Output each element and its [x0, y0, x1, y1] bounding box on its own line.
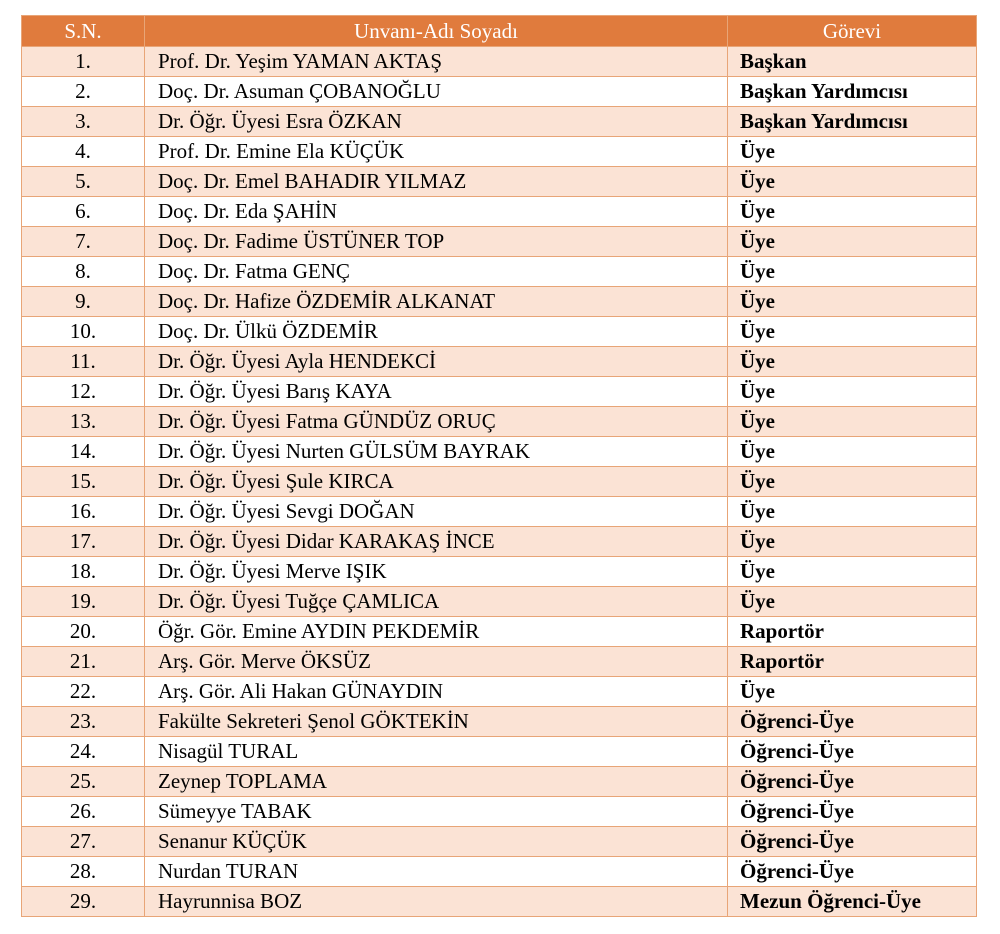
member-role: Öğrenci-Üye — [728, 857, 977, 887]
member-role: Öğrenci-Üye — [728, 767, 977, 797]
member-role: Üye — [728, 557, 977, 587]
table-row — [22, 317, 977, 347]
row-number: 22. — [22, 677, 145, 707]
row-number: 4. — [22, 137, 145, 167]
member-role: Raportör — [728, 617, 977, 647]
member-role: Üye — [728, 677, 977, 707]
member-role: Üye — [728, 137, 977, 167]
member-name: Doç. Dr. Asuman ÇOBANOĞLU — [145, 77, 728, 107]
table-row — [22, 377, 977, 407]
member-name: Dr. Öğr. Üyesi Sevgi DOĞAN — [145, 497, 728, 527]
row-number: 3. — [22, 107, 145, 137]
row-number: 28. — [22, 857, 145, 887]
member-role: Öğrenci-Üye — [728, 737, 977, 767]
member-name: Dr. Öğr. Üyesi Didar KARAKAŞ İNCE — [145, 527, 728, 557]
row-number: 26. — [22, 797, 145, 827]
table-row — [22, 587, 977, 617]
table-row — [22, 677, 977, 707]
member-role: Başkan — [728, 47, 977, 77]
member-name: Fakülte Sekreteri Şenol GÖKTEKİN — [145, 707, 728, 737]
row-number: 23. — [22, 707, 145, 737]
member-name: Dr. Öğr. Üyesi Ayla HENDEKCİ — [145, 347, 728, 377]
header-sn: S.N. — [22, 16, 145, 47]
row-number: 17. — [22, 527, 145, 557]
table-row — [22, 287, 977, 317]
table-row — [22, 77, 977, 107]
table-row — [22, 467, 977, 497]
member-role: Öğrenci-Üye — [728, 827, 977, 857]
row-number: 6. — [22, 197, 145, 227]
member-name: Doç. Dr. Hafize ÖZDEMİR ALKANAT — [145, 287, 728, 317]
member-role: Üye — [728, 317, 977, 347]
member-role: Üye — [728, 257, 977, 287]
table-row — [22, 137, 977, 167]
member-role: Öğrenci-Üye — [728, 707, 977, 737]
member-role: Başkan Yardımcısı — [728, 107, 977, 137]
row-number: 24. — [22, 737, 145, 767]
table-row — [22, 347, 977, 377]
member-role: Üye — [728, 587, 977, 617]
member-name: Dr. Öğr. Üyesi Barış KAYA — [145, 377, 728, 407]
member-name: Arş. Gör. Merve ÖKSÜZ — [145, 647, 728, 677]
member-name: Hayrunnisa BOZ — [145, 887, 728, 917]
table-row — [22, 647, 977, 677]
member-role: Mezun Öğrenci-Üye — [728, 887, 977, 917]
member-role: Üye — [728, 287, 977, 317]
row-number: 2. — [22, 77, 145, 107]
table-row — [22, 107, 977, 137]
table-row — [22, 887, 977, 917]
member-name: Senanur KÜÇÜK — [145, 827, 728, 857]
row-number: 5. — [22, 167, 145, 197]
member-name: Sümeyye TABAK — [145, 797, 728, 827]
member-role: Üye — [728, 227, 977, 257]
table-row — [22, 527, 977, 557]
member-name: Dr. Öğr. Üyesi Esra ÖZKAN — [145, 107, 728, 137]
table-row — [22, 767, 977, 797]
member-role: Üye — [728, 197, 977, 227]
member-name: Dr. Öğr. Üyesi Merve IŞIK — [145, 557, 728, 587]
member-role: Üye — [728, 437, 977, 467]
member-name: Dr. Öğr. Üyesi Şule KIRCA — [145, 467, 728, 497]
member-name: Prof. Dr. Emine Ela KÜÇÜK — [145, 137, 728, 167]
table-row — [22, 257, 977, 287]
row-number: 15. — [22, 467, 145, 497]
table-row — [22, 407, 977, 437]
row-number: 16. — [22, 497, 145, 527]
member-role: Üye — [728, 347, 977, 377]
member-name: Dr. Öğr. Üyesi Nurten GÜLSÜM BAYRAK — [145, 437, 728, 467]
member-name: Doç. Dr. Emel BAHADIR YILMAZ — [145, 167, 728, 197]
row-number: 12. — [22, 377, 145, 407]
member-name: Dr. Öğr. Üyesi Tuğçe ÇAMLICA — [145, 587, 728, 617]
member-name: Doç. Dr. Fatma GENÇ — [145, 257, 728, 287]
table-row — [22, 167, 977, 197]
table-row — [22, 557, 977, 587]
member-name: Nisagül TURAL — [145, 737, 728, 767]
member-role: Raportör — [728, 647, 977, 677]
member-name: Doç. Dr. Eda ŞAHİN — [145, 197, 728, 227]
member-role: Üye — [728, 167, 977, 197]
row-number: 11. — [22, 347, 145, 377]
member-role: Üye — [728, 527, 977, 557]
row-number: 25. — [22, 767, 145, 797]
row-number: 7. — [22, 227, 145, 257]
row-number: 29. — [22, 887, 145, 917]
row-number: 27. — [22, 827, 145, 857]
member-name: Dr. Öğr. Üyesi Fatma GÜNDÜZ ORUÇ — [145, 407, 728, 437]
row-number: 14. — [22, 437, 145, 467]
table-row — [22, 827, 977, 857]
member-name: Doç. Dr. Fadime ÜSTÜNER TOP — [145, 227, 728, 257]
row-number: 19. — [22, 587, 145, 617]
table-row — [22, 737, 977, 767]
row-number: 10. — [22, 317, 145, 347]
table-row — [22, 47, 977, 77]
member-name: Zeynep TOPLAMA — [145, 767, 728, 797]
document-page — [21, 15, 976, 917]
table-row — [22, 857, 977, 887]
table-row — [22, 197, 977, 227]
row-number: 9. — [22, 287, 145, 317]
row-number: 13. — [22, 407, 145, 437]
header-name: Unvanı-Adı Soyadı — [145, 16, 728, 47]
member-role: Öğrenci-Üye — [728, 797, 977, 827]
table-body — [22, 47, 977, 917]
table-row — [22, 617, 977, 647]
member-role: Üye — [728, 407, 977, 437]
row-number: 21. — [22, 647, 145, 677]
row-number: 18. — [22, 557, 145, 587]
table-row — [22, 437, 977, 467]
member-name: Öğr. Gör. Emine AYDIN PEKDEMİR — [145, 617, 728, 647]
header-role: Görevi — [728, 16, 977, 47]
table-row — [22, 497, 977, 527]
header-row — [22, 16, 977, 47]
table-row — [22, 797, 977, 827]
member-name: Prof. Dr. Yeşim YAMAN AKTAŞ — [145, 47, 728, 77]
table-row — [22, 707, 977, 737]
row-number: 20. — [22, 617, 145, 647]
member-name: Doç. Dr. Ülkü ÖZDEMİR — [145, 317, 728, 347]
member-role: Başkan Yardımcısı — [728, 77, 977, 107]
table-header — [22, 16, 977, 47]
member-role: Üye — [728, 377, 977, 407]
row-number: 1. — [22, 47, 145, 77]
row-number: 8. — [22, 257, 145, 287]
member-name: Nurdan TURAN — [145, 857, 728, 887]
member-name: Arş. Gör. Ali Hakan GÜNAYDIN — [145, 677, 728, 707]
committee-table — [21, 15, 977, 917]
table-row — [22, 227, 977, 257]
member-role: Üye — [728, 467, 977, 497]
member-role: Üye — [728, 497, 977, 527]
